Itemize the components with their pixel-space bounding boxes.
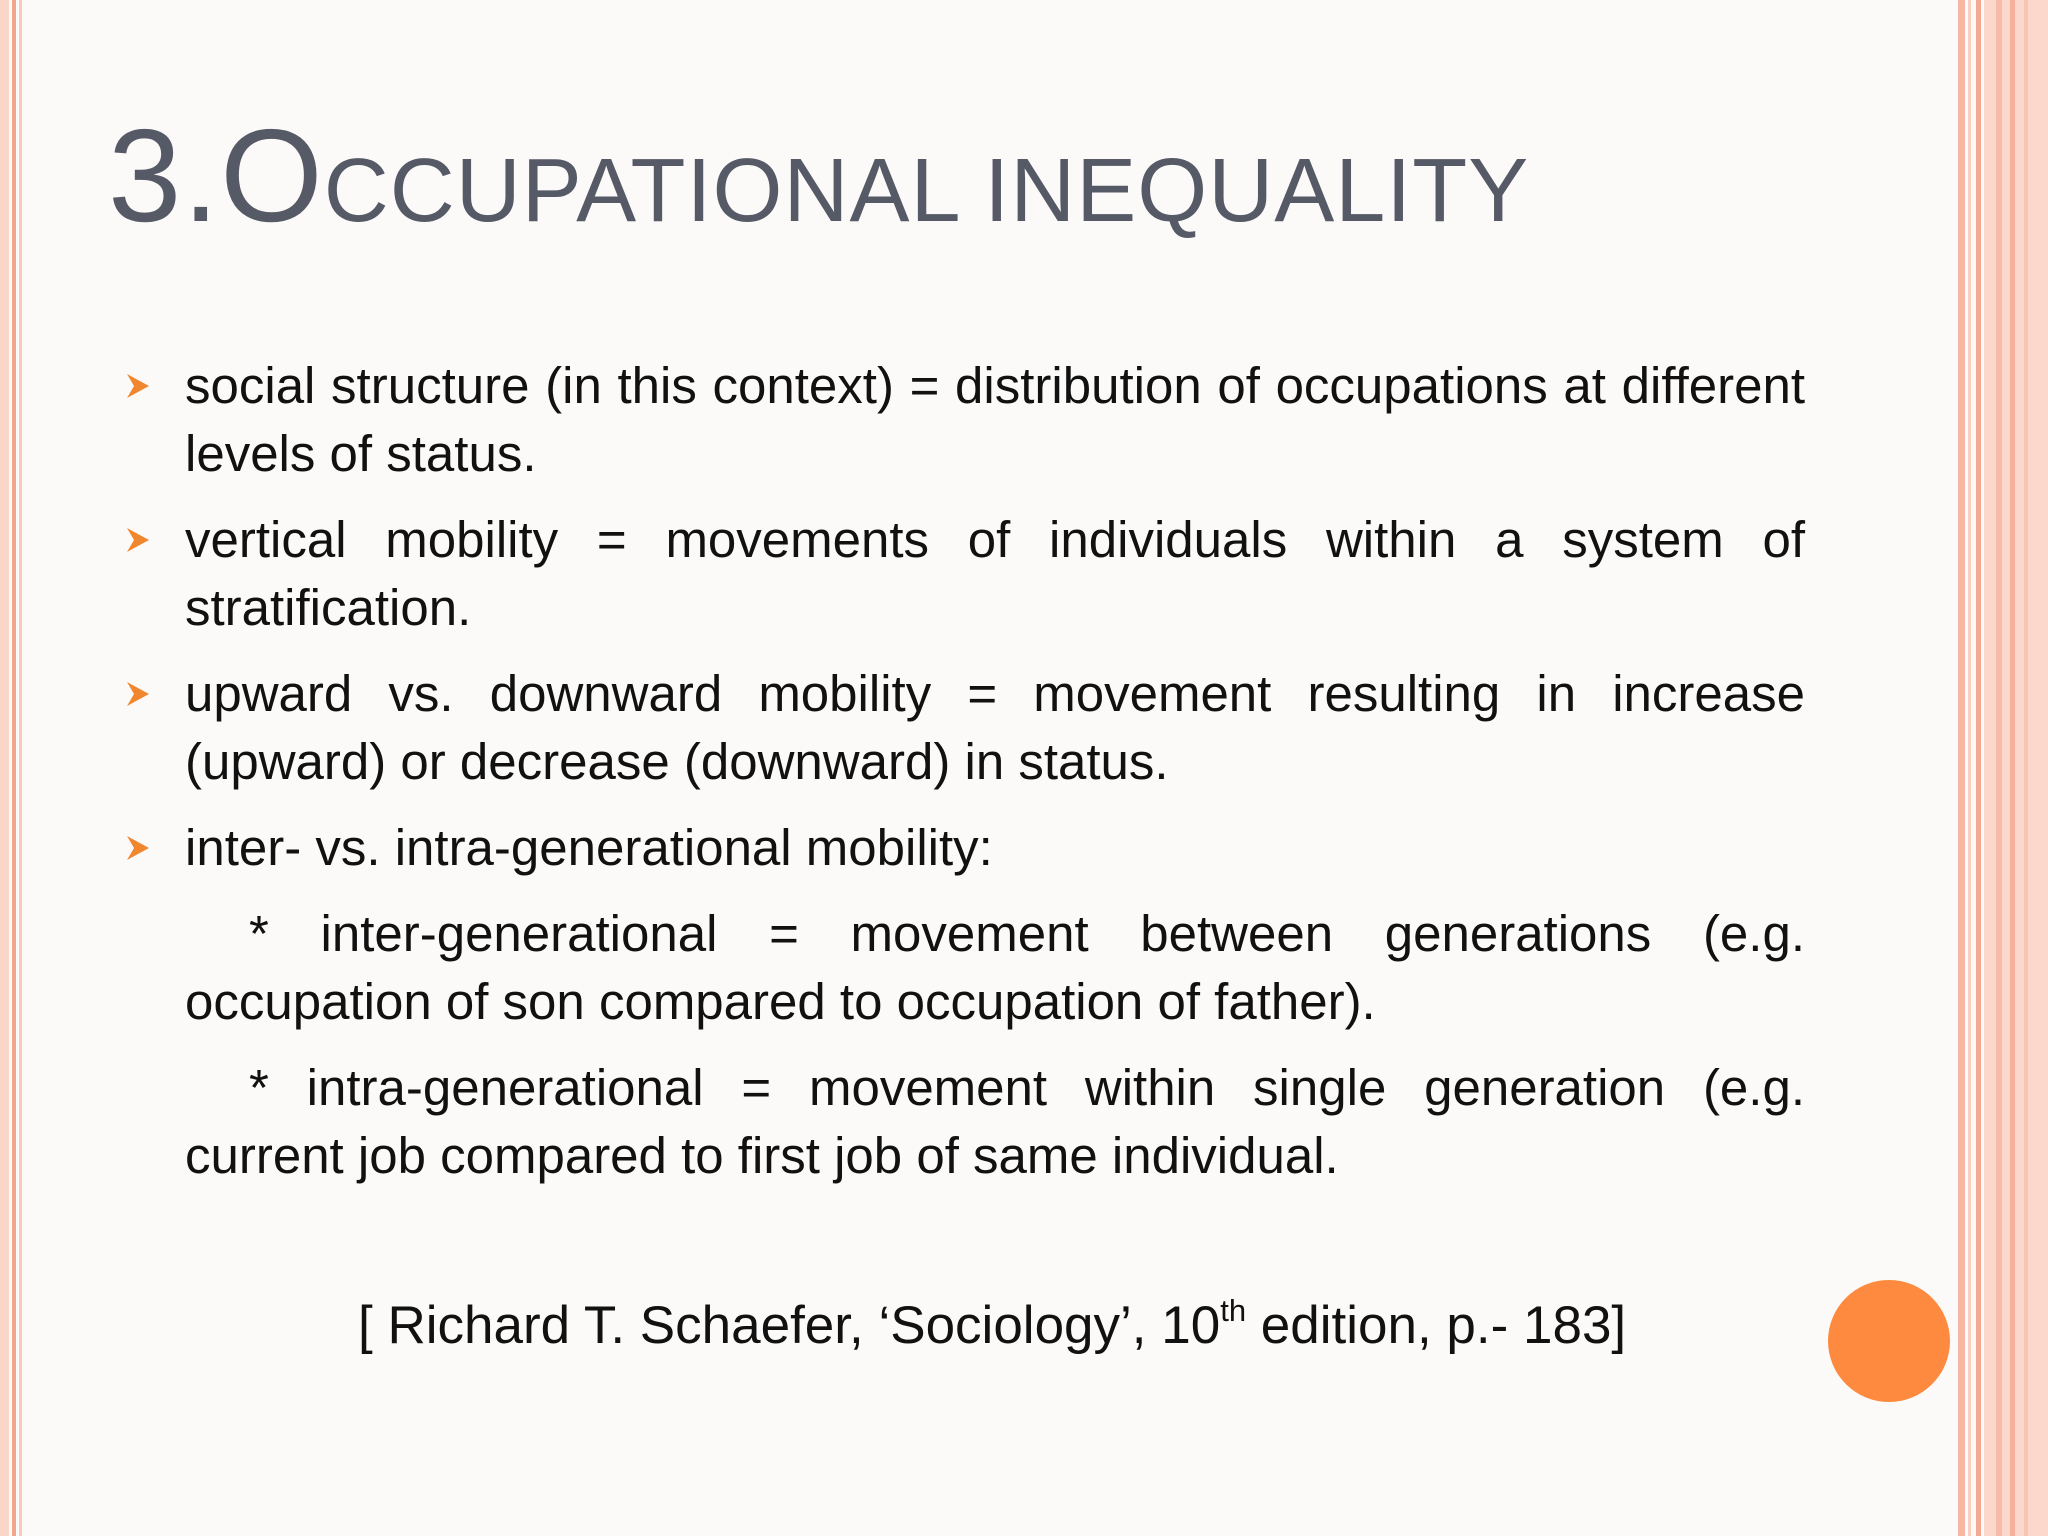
- bullet-text: vertical mobility = movements of individuals within a system of stratification.: [185, 511, 1805, 636]
- bullet-item: [125, 352, 1805, 488]
- left-border-stripe: [0, 0, 9, 1536]
- right-border-stripe: [1996, 0, 2002, 1536]
- title-number: 3.: [108, 102, 221, 249]
- right-border-stripe: [2010, 0, 2015, 1536]
- bullet-list: [125, 352, 1805, 1208]
- bullet-text: upward vs. downward mobility = movement resulting in increase (upward) or decrease (downward) in status.: [185, 665, 1805, 790]
- citation-text-end: edition, p.- 183]: [1246, 1296, 1627, 1355]
- arrowhead-bullet-icon: [125, 526, 151, 554]
- bullet-text: social structure (in this context) = distribution of occupations at different levels of status.: [185, 357, 1805, 482]
- bullet-item: [125, 814, 1805, 1190]
- arrowhead-bullet-icon: [125, 372, 151, 400]
- citation-text: [ Richard T. Schaefer, ‘Sociology’, 10: [358, 1296, 1221, 1355]
- bullet-text: inter- vs. intra-generational mobility:: [185, 819, 993, 876]
- left-border-stripe: [12, 0, 16, 1536]
- sub-item-intra-generational: * intra-generational = movement within single generation (e.g. current job compared to first job of same individual.: [185, 1059, 1805, 1184]
- right-border-stripe: [2024, 0, 2028, 1536]
- right-border-stripe: [1958, 0, 1965, 1536]
- bullet-item: [125, 506, 1805, 642]
- right-border-band: [1984, 0, 2048, 1536]
- title-cap-letter: O: [220, 102, 324, 249]
- right-border-stripe: [1968, 0, 1971, 1536]
- bullet-item: [125, 660, 1805, 796]
- orange-circle: [1828, 1280, 1950, 1402]
- slide-title: [108, 102, 1530, 249]
- citation: [358, 1292, 1626, 1360]
- arrowhead-bullet-icon: [125, 834, 151, 862]
- left-border-stripe: [19, 0, 22, 1536]
- title-rest: CCUPATIONAL INEQUALITY: [323, 141, 1530, 241]
- sub-item-inter-generational: * inter-generational = movement between generations (e.g. occupation of son compared to occupation of father).: [185, 905, 1805, 1030]
- right-border-stripe: [1976, 0, 1981, 1536]
- citation-superscript: th: [1220, 1293, 1247, 1328]
- arrowhead-bullet-icon: [125, 680, 151, 708]
